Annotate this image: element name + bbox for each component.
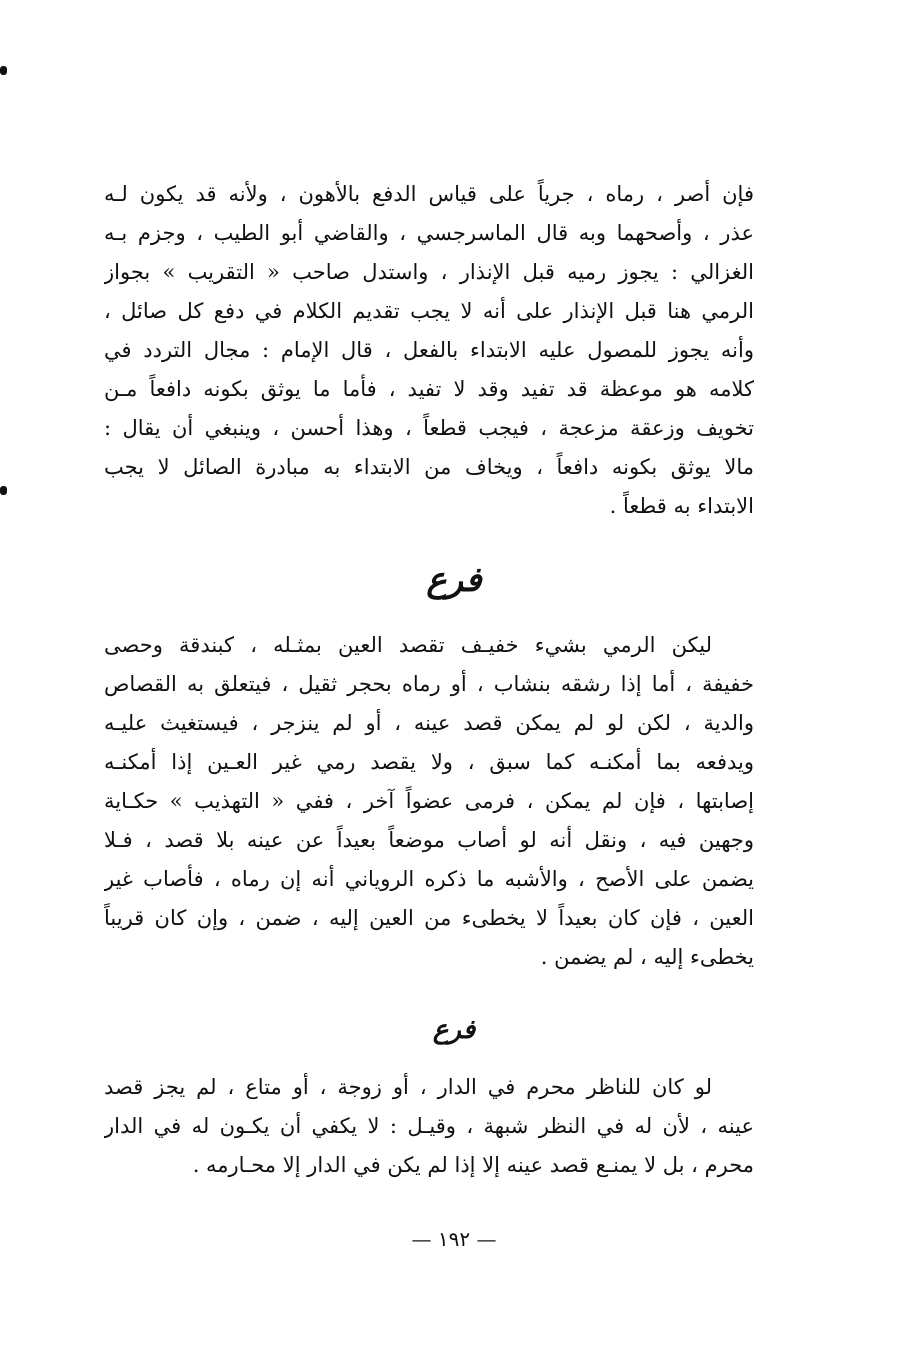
text-line: تخويف وزعقة مزعجة ، فيجب قطعاً ، وهذا أحسن ، وينبغي أن يقال : bbox=[104, 416, 754, 440]
text-line: يخطىء إليه ، لم يضمن . bbox=[540, 945, 754, 969]
text-line: يضمن على الأصح ، والأشبه ما ذكره الروياني أنه إن رماه ، فأصاب غير bbox=[104, 867, 754, 891]
text-line: كلامه هو موعظة قد تفيد وقد لا تفيد ، فأما ما يوثق بكونه دافعاً مـن bbox=[104, 377, 754, 401]
text-line: عينه ، لأن له في النظر شبهة ، وقيـل : لا يكفي أن يكـون له في الدار bbox=[104, 1114, 754, 1138]
text-line: والدية ، لكن لو لم يمكن قصد عينه ، أو لم ينزجر ، فيستغيث عليـه bbox=[104, 711, 754, 735]
section-heading-1: فرع bbox=[426, 560, 482, 600]
margin-mark-top bbox=[0, 66, 7, 75]
text-line: مالا يوثق بكونه دافعاً ، ويخاف من الابتداء به مبادرة الصائل لا يجب bbox=[104, 455, 754, 479]
text-line: وجهين فيه ، ونقل أنه لو أصاب موضعاً بعيداً عن عينه بلا قصد ، فـلا bbox=[104, 828, 754, 852]
text-line: محرم ، بل لا يمنـع قصد عينه إلا إذا لم يكن في الدار إلا محـارمه . bbox=[192, 1153, 754, 1177]
text-line: ويدفعه بما أمكنـه كما سبق ، ولا يقصد رمي غير العـين إذا أمكنـه bbox=[104, 750, 754, 774]
text-line: إصابتها ، فإن لم يمكن ، فرمى عضواً آخر ، ففي « التهذيب » حكـاية bbox=[104, 789, 754, 813]
text-line: لو كان للناظر محرم في الدار ، أو زوجة ، أو متاع ، لم يجز قصد bbox=[104, 1075, 712, 1099]
text-line: عذر ، وأصحهما وبه قال الماسرجسي ، والقاضي أبو الطيب ، وجزم بـه bbox=[104, 221, 754, 245]
paragraph-2 bbox=[104, 626, 754, 977]
page-number: — ١٩٢ — bbox=[411, 1227, 497, 1251]
text-line: وأنه يجوز للمصول عليه الابتداء بالفعل ، قال الإمام : مجال التردد في bbox=[104, 338, 754, 362]
margin-mark-middle bbox=[0, 486, 7, 495]
paragraph-3 bbox=[104, 1068, 754, 1185]
text-line: الرمي هنا قبل الإنذار على أنه لا يجب تقديم الكلام في دفع كل صائل ، bbox=[104, 299, 754, 323]
text-line: ليكن الرمي بشيء خفيـف تقصد العين بمثـله ، كبندقة وحصى bbox=[104, 633, 712, 657]
section-heading-2: فرع bbox=[432, 1015, 476, 1045]
text-line: فإن أصر ، رماه ، جرياً على قياس الدفع بالأهون ، ولأنه قد يكون لـه bbox=[104, 182, 754, 206]
paragraph-1 bbox=[104, 175, 754, 526]
text-line: خفيفة ، أما إذا رشقه بنشاب ، أو رماه بحجر ثقيل ، فيتعلق به القصاص bbox=[104, 672, 754, 696]
text-line: العين ، فإن كان بعيداً لا يخطىء من العين إليه ، ضمن ، وإن كان قريباً bbox=[104, 906, 754, 930]
text-line: الغزالي : يجوز رميه قبل الإنذار ، واستدل صاحب « التقريب » بجواز bbox=[104, 260, 754, 284]
text-line: الابتداء به قطعاً . bbox=[609, 494, 754, 518]
